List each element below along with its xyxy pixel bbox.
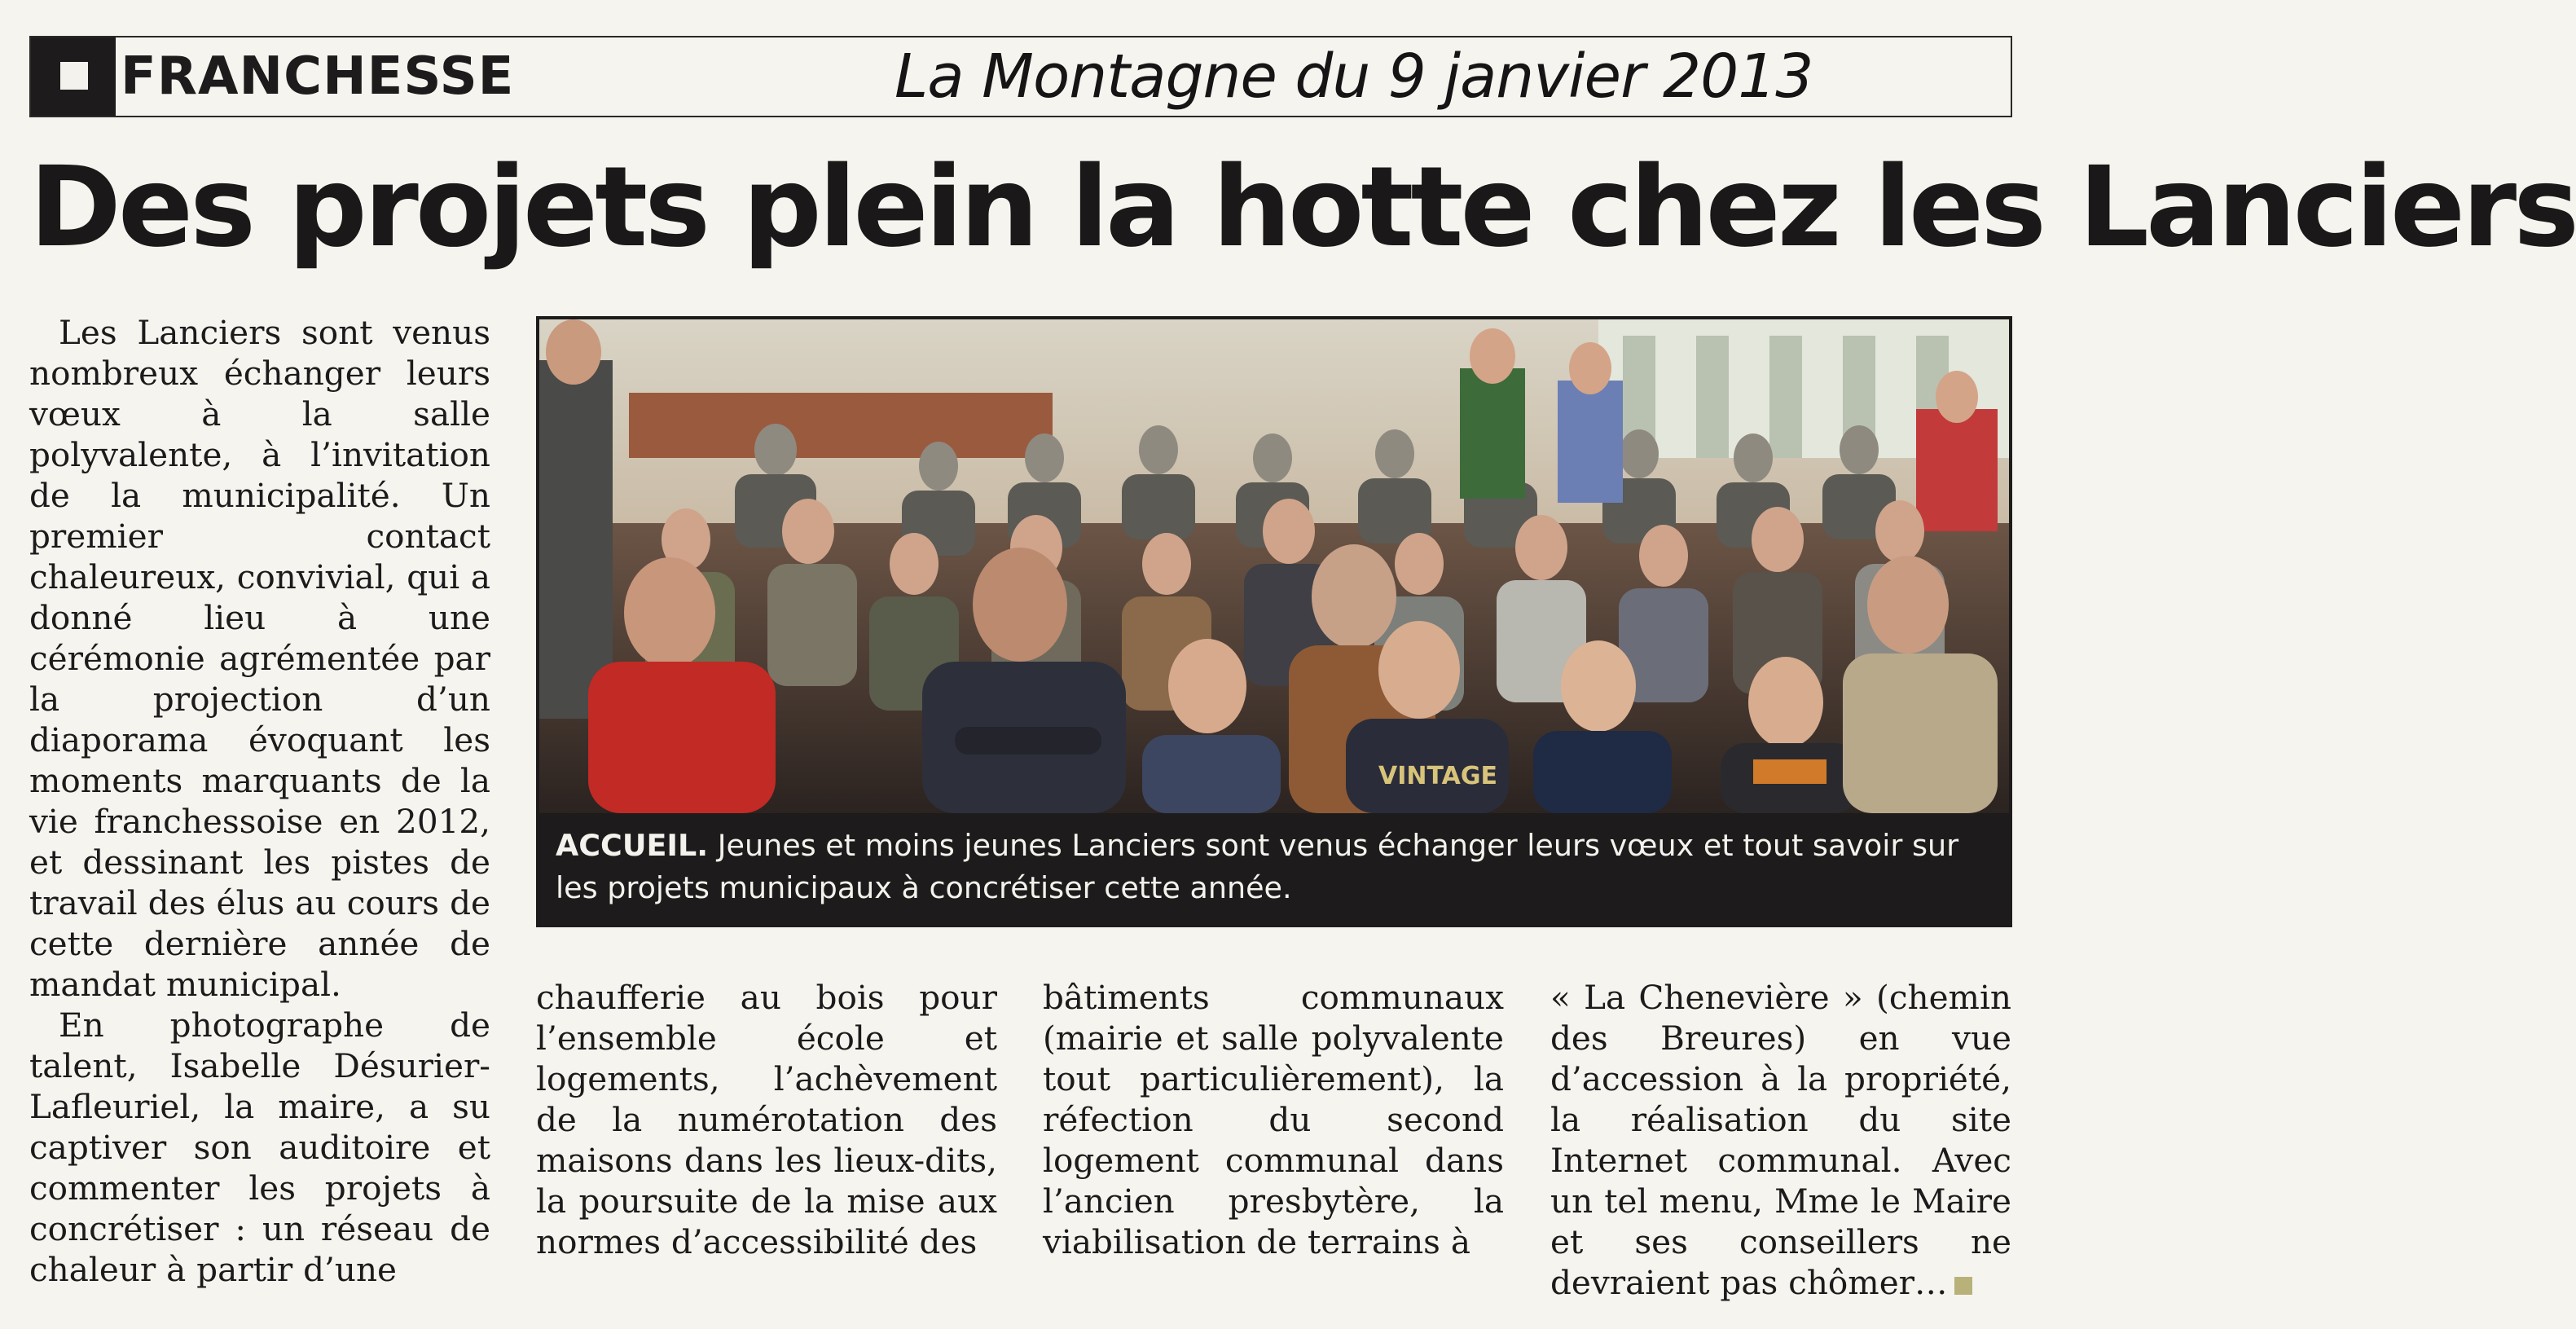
end-of-article-icon	[1954, 1277, 1972, 1295]
section-square-icon	[31, 37, 116, 116]
paragraph: Les Lanciers sont venus nombreux échanger leurs vœux à la salle polyvalente, à l’invitation de la municipalité. Un premier contact chaleureux, convivial, qui a donné lieu à une cérémonie agrémentée par la projection d’un diaporama évoquant les moments marquants de la vie franchessoise en 2012, et dessinant les pistes de travail des élus au cours de cette dernière année de mandat municipal.	[29, 313, 490, 1004]
article-column-2	[536, 977, 997, 1262]
caption-label: ACCUEIL.	[556, 828, 709, 863]
publication-source: La Montagne du 9 janvier 2013	[895, 42, 1813, 112]
paragraph: chaufferie au bois pour l’ensemble école et logements, l’achèvement de la numérotation des maisons dans les lieux-dits, la poursuite de la mise aux normes d’accessibilité des	[536, 978, 997, 1261]
photo-caption	[556, 825, 1998, 909]
audience-illustration	[539, 319, 2009, 813]
paragraph: En photographe de talent, Isabelle Désurier-Lafleuriel, la maire, a su captiver son auditoire et commenter les projets à concrétiser : un réseau de chaleur à partir d’une	[29, 1006, 490, 1289]
caption-text: Jeunes et moins jeunes Lanciers sont venus échanger leurs vœux et tout savoir sur les projets municipaux à concrétiser cette année.	[556, 828, 1959, 905]
paragraph: bâtiments communaux (mairie et salle polyvalente tout particulièrement), la réfection du second logement communal dans l’ancien presbytère, la viabilisation de terrains à	[1043, 978, 1504, 1261]
section-band	[29, 36, 2012, 117]
article-column-4	[1550, 977, 2011, 1303]
photo-block	[536, 316, 2012, 927]
paragraph-text: « La Chenevière » (chemin des Breures) en vue d’accession à la propriété, la réalisation du site Internet communal. Avec un tel menu, Mme le Maire et ses conseillers ne devraient pas chômer…	[1550, 978, 2011, 1302]
paragraph	[1550, 977, 2011, 1303]
audience-photo	[539, 319, 2009, 813]
section-rubric: FRANCHESSE	[121, 46, 515, 107]
article-headline: Des projets plein la hotte chez les Lanciers	[29, 143, 2576, 272]
article-column-3	[1043, 977, 1504, 1262]
article-column-1	[29, 312, 490, 1290]
svg-text:VINTAGE: VINTAGE	[1378, 762, 1497, 790]
